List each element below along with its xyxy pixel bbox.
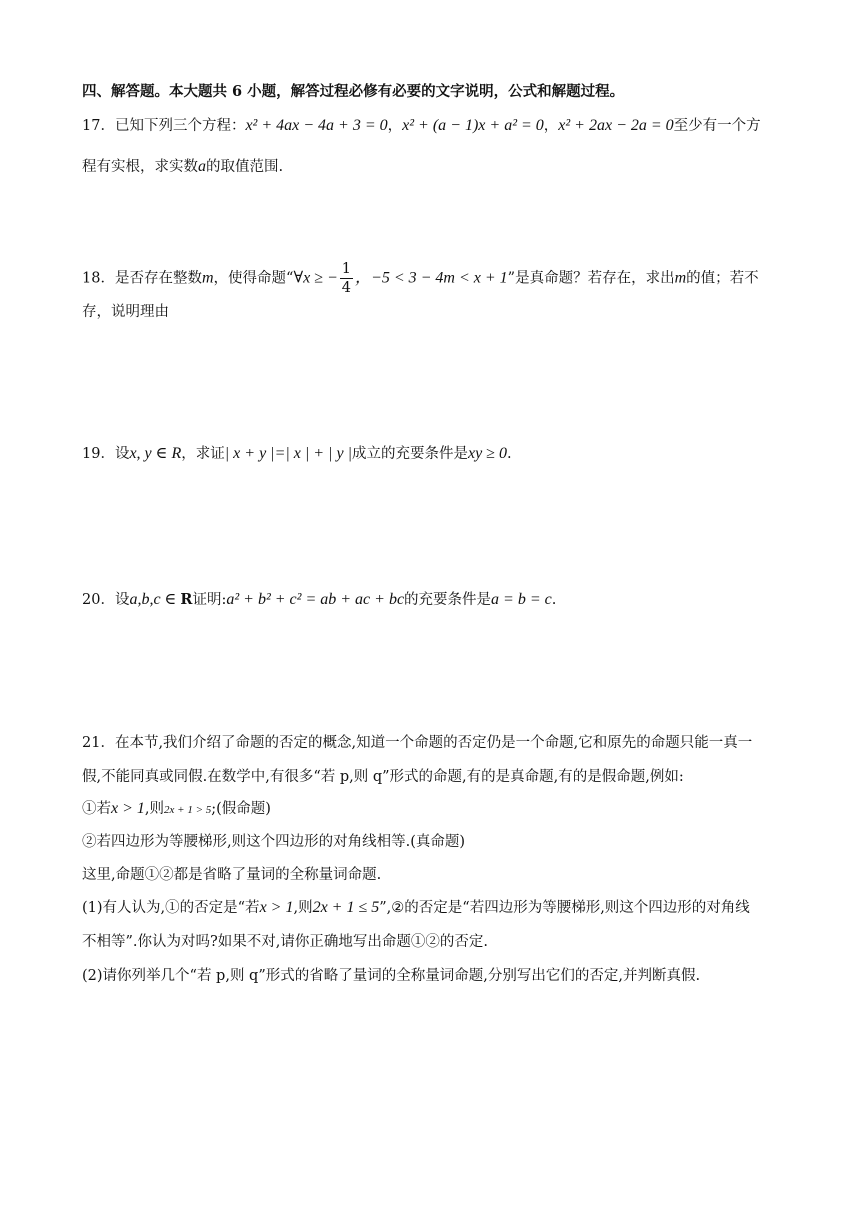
problem-text: 的值；若不 xyxy=(686,270,759,287)
problem-21-item-1 xyxy=(82,797,782,822)
problem-text: 是否存在整数 xyxy=(114,270,202,287)
problem-21-question-1 xyxy=(82,896,782,920)
quantifier: ∀x ≥ − xyxy=(293,269,338,287)
math-expression: a² + b² + c² = ab + ac + bc xyxy=(226,591,405,608)
problem-17-line-1 xyxy=(82,114,782,138)
problem-text: 的充要条件是 xyxy=(404,592,492,608)
problem-21-question-2: (2)请你列举几个“若 p,则 q”形式的省略了量词的全称量词命题,分别写出它们的否定,并判断真假. xyxy=(82,968,701,984)
problem-21-question-1-line-2: 不相等”.你认为对吗?如果不对,请你正确地写出命题①②的否定. xyxy=(82,934,489,950)
math-expression: xy ≥ 0 xyxy=(467,445,507,462)
problem-21-line-2: 假,不能同真或同假.在数学中,有很多“若 p,则 q”形式的命题,有的是真命题,有的是假命题,例如: xyxy=(82,769,684,785)
math-expression: 2x + 1 > 5 xyxy=(164,804,212,816)
equation-2: x² + (a − 1)x + a² = 0 xyxy=(402,117,544,134)
fraction xyxy=(340,260,353,297)
problem-text: (1)有人认为,①的否定是“若 xyxy=(82,900,260,916)
problem-text: 的取值范围. xyxy=(206,159,284,175)
problem-text: ，求证 xyxy=(181,446,225,462)
inequality: ，−5 < 3 − 4m < x + 1 xyxy=(355,269,508,287)
problem-20 xyxy=(82,588,782,612)
problem-text: ”,②的否定是“若四边形为等腰梯形,则这个四边形的对角线 xyxy=(379,900,750,916)
separator: ， xyxy=(387,118,403,134)
math-expression: a = b = c xyxy=(491,591,552,608)
variable-m: m xyxy=(674,269,687,287)
problem-text: 在本节,我们介绍了命题的否定的概念,知道一个命题的否定仍是一个命题,它和原先的命题只能一真一 xyxy=(114,735,753,751)
problem-21-line-1 xyxy=(82,731,782,755)
math-expression: | x + y |=| x | + | y | xyxy=(224,445,352,462)
math-expression: x > 1 xyxy=(259,899,294,916)
variable-a: a xyxy=(198,158,206,175)
period: . xyxy=(506,446,512,462)
problem-21-item-2: ②若四边形为等腰梯形,则这个四边形的对角线相等.(真命题) xyxy=(82,834,466,850)
problem-text: 已知下列三个方程： xyxy=(114,118,246,134)
math-expression: x > 1 xyxy=(111,800,145,817)
problem-text: ,则 xyxy=(144,801,165,817)
problem-number: 17． xyxy=(82,118,115,134)
problem-number: 19． xyxy=(82,446,115,462)
variable-m: m xyxy=(201,269,214,287)
period: . xyxy=(551,592,557,608)
problem-number: 20． xyxy=(82,592,115,608)
problem-21-line-5: 这里,命题①②都是省略了量词的全称量词命题. xyxy=(82,867,382,883)
math-expression: a,b,c ∈ xyxy=(129,591,181,608)
problem-17-line-2 xyxy=(82,155,782,179)
problem-text: 至少有一个方 xyxy=(673,118,761,134)
problem-text: ，使得命题“ xyxy=(213,270,294,287)
problem-number: 18． xyxy=(82,270,115,287)
problem-text: ;(假命题) xyxy=(211,801,271,817)
problem-text: 证明: xyxy=(192,592,227,608)
problem-text: 成立的充要条件是 xyxy=(351,446,468,462)
separator: ， xyxy=(543,118,559,134)
problem-19 xyxy=(82,442,782,466)
math-expression: 2x + 1 ≤ 5 xyxy=(312,899,380,916)
problem-18-line-2: 存，说明理由 xyxy=(82,304,169,320)
problem-18-line-1 xyxy=(82,260,782,297)
fraction-numerator: 1 xyxy=(341,261,352,277)
problem-text: ”是真命题？若存在，求出 xyxy=(507,270,675,287)
problem-text: 程有实根，求实数 xyxy=(82,159,198,175)
math-expression: x, y ∈ R xyxy=(129,445,182,462)
equation-1: x² + 4ax − 4a + 3 = 0 xyxy=(245,117,388,134)
problem-text: ①若 xyxy=(82,801,111,817)
problem-number: 21． xyxy=(82,735,115,751)
real-set-symbol: R xyxy=(180,591,193,608)
equation-3: x² + 2ax − 2a = 0 xyxy=(558,117,674,134)
problem-text: 设 xyxy=(114,446,130,462)
problem-text: 设 xyxy=(114,592,130,608)
fraction-denominator: 4 xyxy=(341,280,352,296)
section-heading: 四、解答题。本大题共 6 小题，解答过程必修有必要的文字说明，公式和解题过程。 xyxy=(82,83,625,100)
problem-text: ,则 xyxy=(293,900,313,916)
